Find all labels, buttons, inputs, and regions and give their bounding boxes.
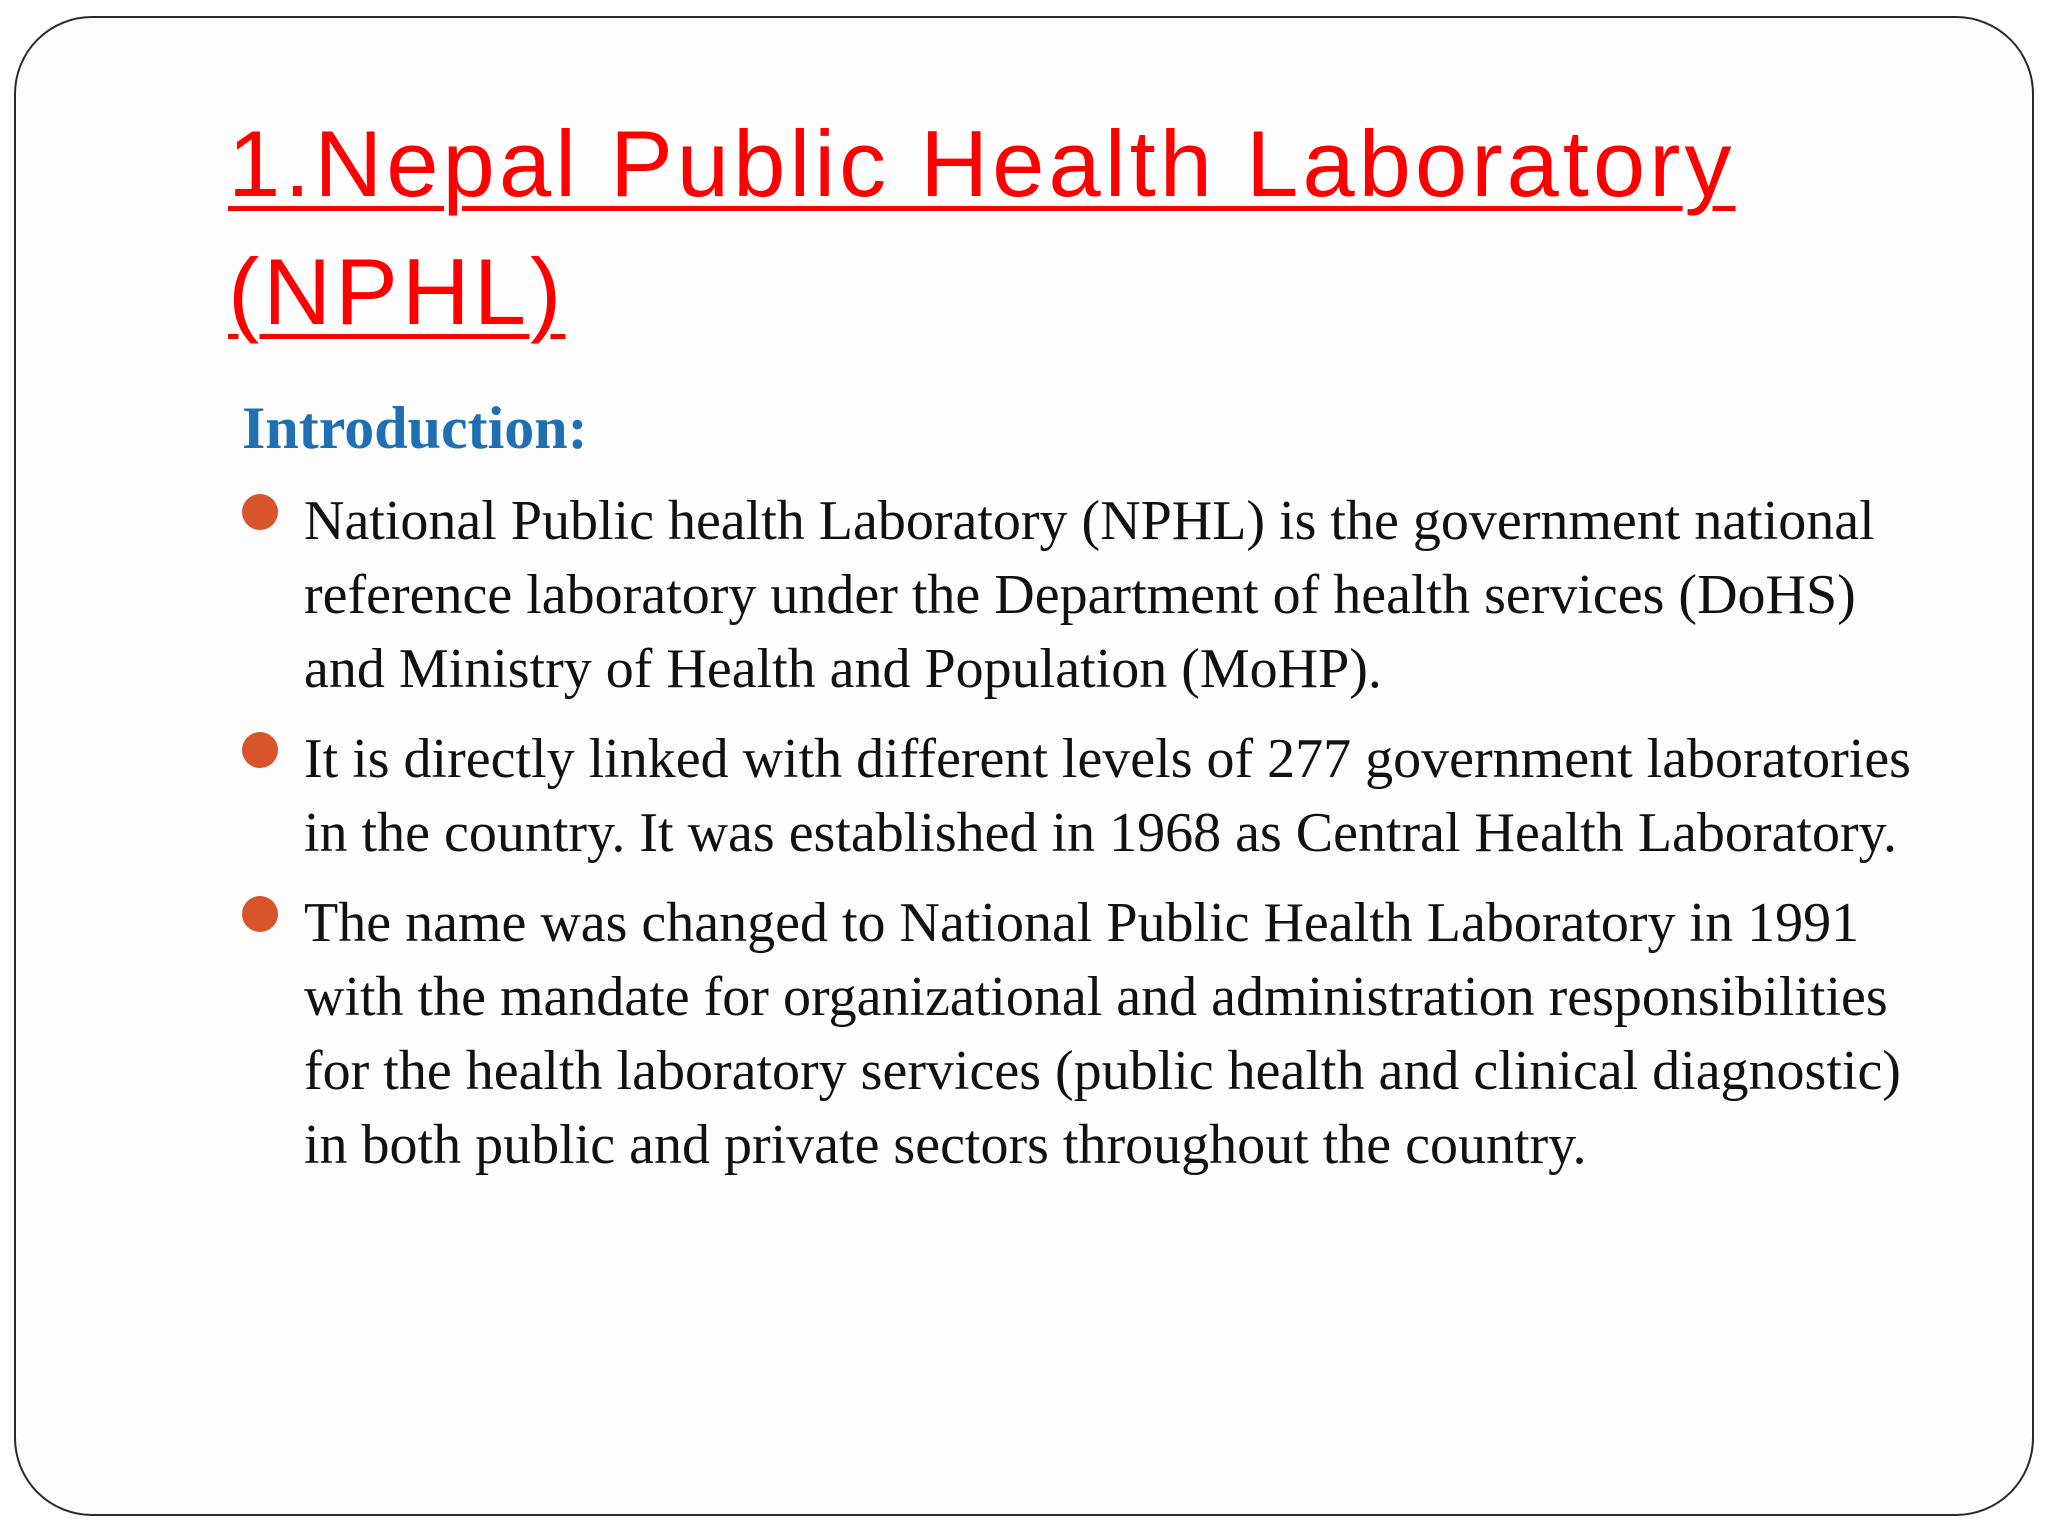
bullet-text: It is directly linked with different levels of 277 government laboratories in the country. It was established in 1968 as Central Health Laboratory. <box>304 728 1911 864</box>
bullet-text: National Public health Laboratory (NPHL) is the government national reference laboratory under the Department of health services (DoHS) and Ministry of Health and Population (MoHP). <box>304 490 1875 700</box>
bullet-text: The name was changed to National Public Health Laboratory in 1991 with the mandate for organizational and administration responsibilities for the health laboratory services (public health and clinical diagnostic) in both public and private sectors throughout the country. <box>304 892 1901 1176</box>
slide-title: 1.Nepal Public Health Laboratory (NPHL) <box>228 111 1736 344</box>
bullet-item <box>242 886 1932 1182</box>
bullet-dot-icon <box>242 494 278 530</box>
bullet-dot-icon <box>242 732 278 768</box>
bullet-list <box>242 484 1932 1198</box>
introduction-heading: Introduction: <box>242 395 588 461</box>
bullet-item <box>242 484 1932 706</box>
bullet-item <box>242 722 1932 870</box>
slide-frame <box>14 16 2034 1516</box>
bullet-dot-icon <box>242 896 278 932</box>
